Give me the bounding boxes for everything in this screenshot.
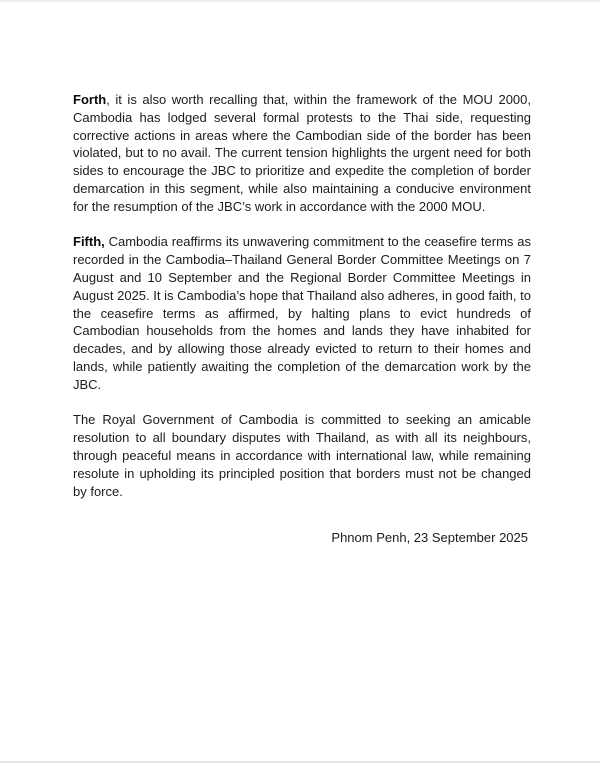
paragraph-forth	[73, 91, 531, 216]
paragraph-fifth	[73, 233, 531, 393]
place-and-date: Phnom Penh, 23 September 2025	[331, 530, 528, 546]
paragraph-lead-fifth: Fifth,	[73, 234, 105, 250]
paragraph-text-fifth: Cambodia reaffirms its unwavering commitment to the ceasefire terms as recorded in the Cambodia–Thailand General Border Committee Meetings on 7 August and 10 September and the Regional Border Committee Meetings in August 2025. It is Cambodia’s hope that Thailand also adheres, in good faith, to the ceasefire terms as affirmed, by halting plans to evict hundreds of Cambodian households from the homes and lands they have inhabited for decades, and by allowing those already evicted to return to their homes and lands, while patiently awaiting the completion of the demarcation work by the JBC.	[73, 234, 531, 392]
paragraph-lead-forth: Forth	[73, 92, 107, 107]
paragraph-text-forth: , it is also worth recalling that, within the framework of the MOU 2000, Cambodia has lodged several formal protests to the Thai side, requesting corrective actions in areas where the Cambodian side of the border has been violated, but to no avail. The current tension highlights the urgent need for both sides to encourage the JBC to prioritize and expedite the completion of border demarcation in this segment, while also maintaining a conducive environment for the resumption of the JBC’s work in accordance with the 2000 MOU.	[73, 92, 531, 214]
closing-paragraph: The Royal Government of Cambodia is committed to seeking an amicable resolution to all boundary disputes with Thailand, as with all its neighbours, through peaceful means in accordance with international law, while remaining resolute in upholding its principled position that borders must not be changed by force.	[73, 412, 531, 499]
document-body	[73, 91, 531, 547]
